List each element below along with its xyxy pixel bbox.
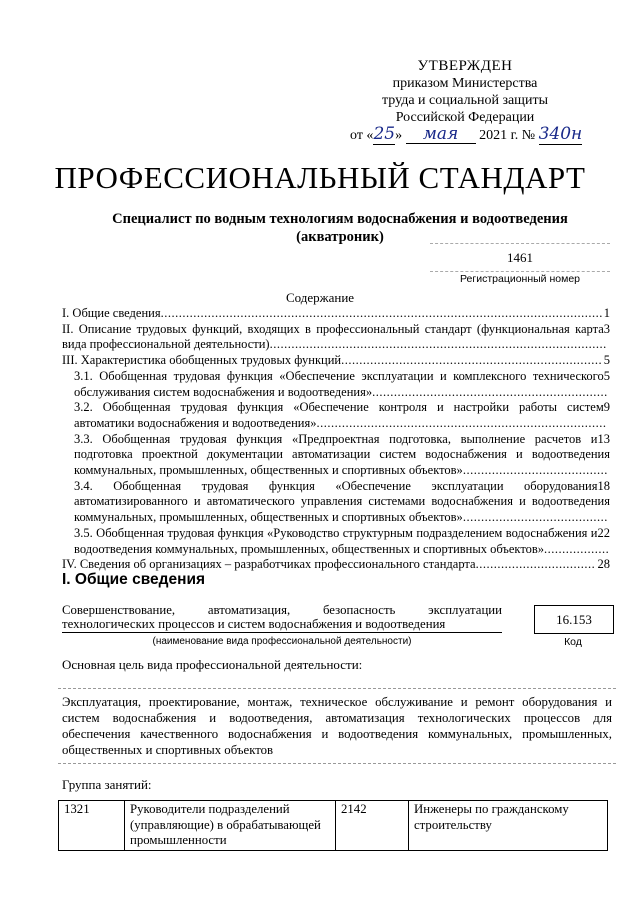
toc-leader-dots: ........................................ [462,510,608,525]
toc-entry-text: IV. Сведения об организациях – разработчиках профессионального стандарта [62,557,476,572]
toc-page-number: 1 [603,306,610,320]
approval-title: УТВЕРЖДЕН [417,58,513,74]
toc-page-number: 9 [603,400,610,415]
approval-date-line [350,124,583,144]
registration-number-box: 1461 [430,243,610,272]
toc-entry [62,369,610,400]
date-year: 2021 г. № [479,128,536,143]
toc-entry-text: I. Общие сведения [62,306,161,320]
toc-entry [62,353,610,369]
toc-entry [62,400,610,431]
toc-entry [62,306,610,322]
toc-leader-dots: ........................................................................ [341,353,603,368]
date-mid: » [395,128,403,143]
toc-leader-dots: ........................................ [462,463,608,478]
toc-leader-dots: .......................................................................................................................... [160,306,603,320]
toc-page-number: 28 [597,557,610,572]
toc-page-number: 3 [603,321,610,336]
occupation-name-cell: Руководители подразделений (управляющие) в обрабатывающей промышленности [125,801,336,851]
goal-text: Эксплуатация, проектирование, монтаж, техническое обслуживание и ремонт оборудования и систем водоснабжения и водоотведения, автоматизация технологических процессов для обеспечения качественного водоснабжения и водоотведения коммунальных, промышленных, общественных и спортивных объектов [58,688,616,764]
toc-page-number: 18 [597,478,610,493]
toc-entry [62,432,610,479]
goal-label: Основная цель вида профессиональной деятельности: [62,657,363,672]
toc-page-number: 5 [603,368,610,383]
approval-block [350,58,583,144]
activity-code-caption: Код [564,636,582,648]
approval-line-2: труда и социальной защиты [382,93,548,108]
standard-title: ПРОФЕССИОНАЛЬНЫЙ СТАНДАРТ [54,160,586,195]
activity-name: Совершенствование, автоматизация, безопасность эксплуатации технологических процессов и систем водоснабжения и водоотведения [62,603,502,631]
toc-entry [62,322,610,353]
occupation-name-cell: Инженеры по гражданскому строительству [409,801,608,851]
toc-entry-text: III. Характеристика обобщенных трудовых функций [62,353,342,368]
toc-leader-dots: ................................. [475,557,596,572]
table-row [59,801,608,851]
toc-entry-text: 3.3. Обобщенная трудовая функция «Предпроектная подготовка, выполнение расчетов и подготовка проектной документации автоматизации систем водоснабжения и водоотведения коммунальных, промышленных, общественных и спортивных объектов» [74,431,610,478]
toc-entry-text: 3.4. Обобщенная трудовая функция «Обеспечение эксплуатации оборудования автоматизированного и автоматического управления системами водоснабжения и водоотведения коммунальных, промышленных, общественных и спортивных объектов» [74,478,610,525]
occupation-group-table [58,800,608,851]
approval-line-1: приказом Министерства [392,76,538,91]
specialist-title-line-1: Специалист по водным технологиям водоснабжения и водоотведения [112,211,568,227]
specialist-title [60,210,620,246]
toc-leader-dots: ................................................................................ [316,415,607,430]
toc-entry [62,479,610,526]
table-of-contents [62,306,610,573]
toc-page-number: 22 [597,525,610,540]
contents-heading: Содержание [285,290,355,305]
registration-number-label: Регистрационный номер [460,273,580,285]
handwritten-day: 25 [373,124,396,144]
toc-leader-dots: .................. [544,541,610,556]
toc-page-number: 5 [603,353,610,368]
handwritten-number: 340н [538,124,583,144]
toc-entry [62,526,610,557]
toc-entry-text: 3.5. Обобщенная трудовая функция «Руководство структурным подразделением водоснабжения и водоотведения коммунальных, промышленных, общественных и спортивных объектов» [74,525,598,556]
approval-line-3: Российской Федерации [395,110,535,125]
specialist-title-line-2: (акватроник) [296,229,384,245]
activity-code: 16.153 [534,605,614,634]
activity-name-caption: (наименование вида профессиональной деятельности) [152,636,412,647]
toc-leader-dots: ................................................................. [372,384,608,399]
toc-entry-text: 3.2. Обобщенная трудовая функция «Обеспечение контроля и настройки работы систем автоматики водоснабжения и водоотведения» [74,400,604,430]
toc-entry-text: 3.1. Обобщенная трудовая функция «Обеспечение эксплуатации и комплексного технического обслуживания систем водоснабжения и водоотведения» [74,368,604,399]
section-heading: I. Общие сведения [62,571,206,588]
toc-leader-dots: ............................................................................................. [269,337,607,352]
occupation-group-label: Группа занятий: [62,777,152,792]
toc-page-number: 13 [597,431,610,446]
handwritten-month: мая [406,126,476,144]
occupation-code-cell: 2142 [336,801,409,851]
date-prefix: от « [350,128,374,143]
toc-entry-text: II. Описание трудовых функций, входящих в профессиональный стандарт (функциональная карта вида профессиональной деятельности) [62,321,604,352]
occupation-code-cell: 1321 [59,801,125,851]
